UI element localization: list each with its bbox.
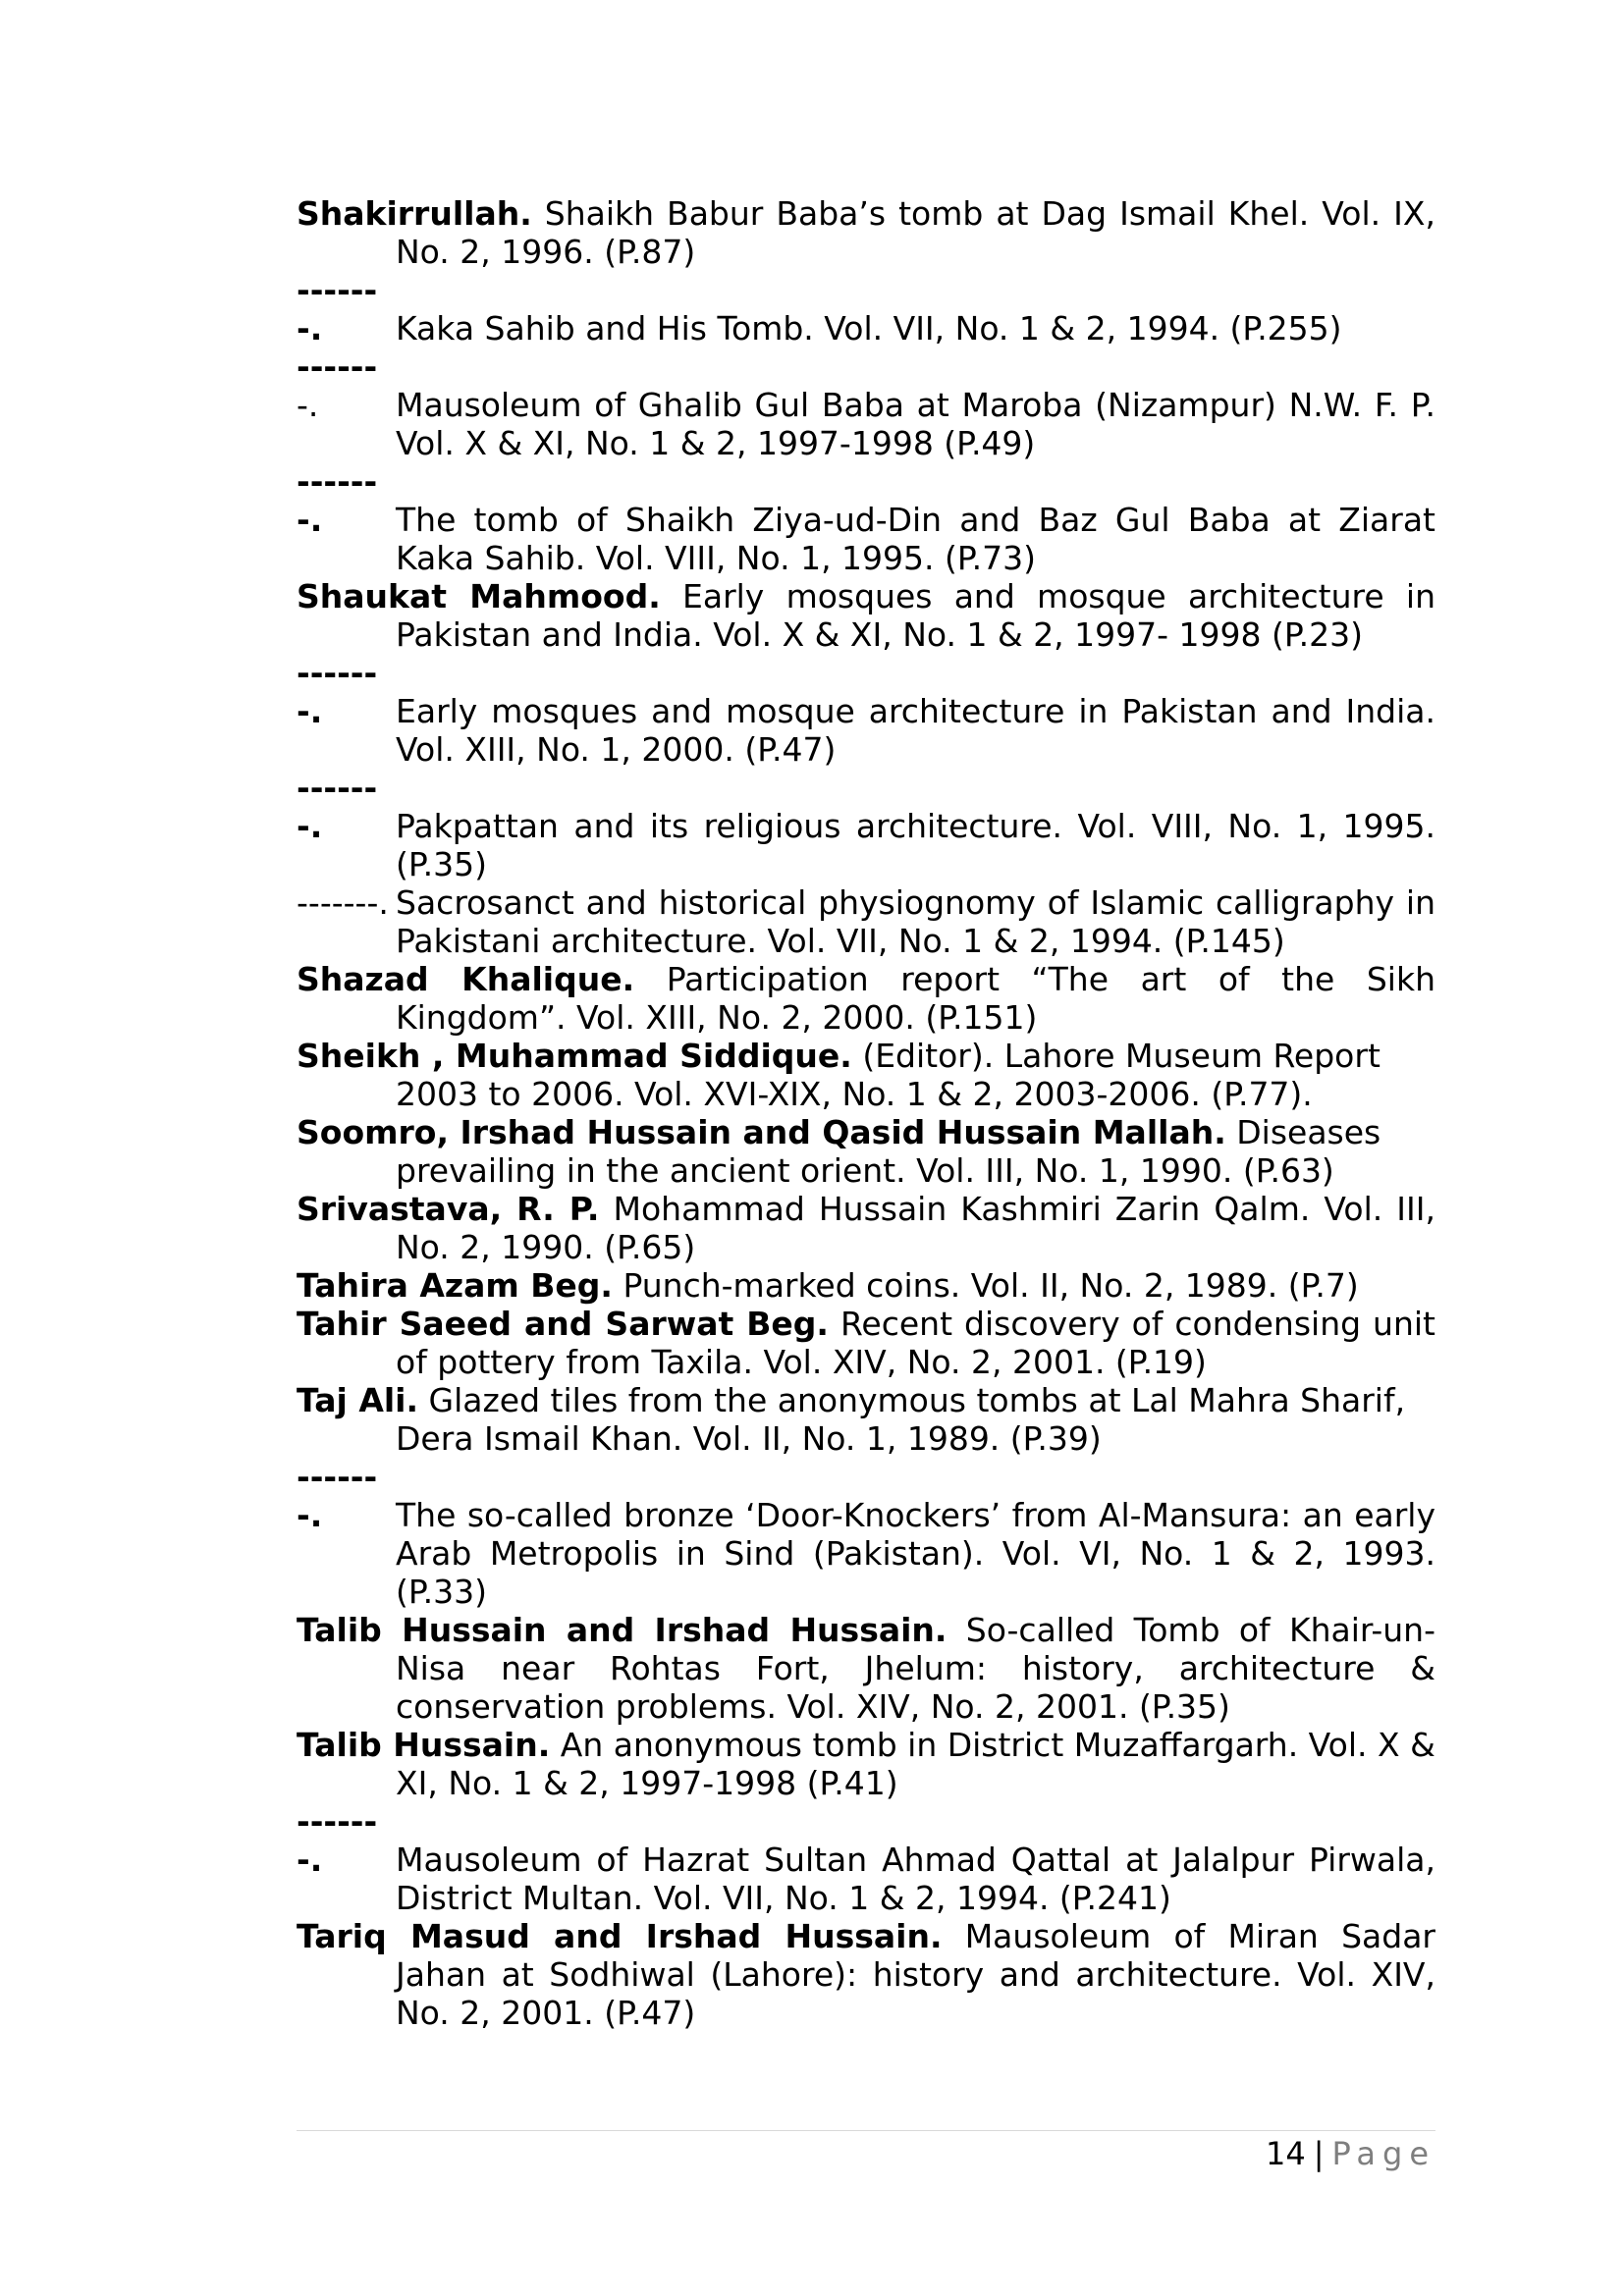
entry-sheikh-muhammad-siddique	[297, 1037, 1435, 1113]
entry-door-knockers	[297, 1458, 1435, 1611]
entry-text: Early mosques and mosque architecture in Pakistan and India. Vol. X & XI, No. 1 & 2, 1997- 1998 (P.23)	[396, 577, 1435, 654]
entry-dash: -------.	[297, 769, 378, 845]
entry-author: Tariq Masud and Irshad Hussain.	[297, 1917, 943, 1955]
entry-author: Tahir Saeed and Sarwat Beg.	[297, 1305, 829, 1343]
footer-divider	[297, 2130, 1435, 2131]
entry-text: Mausoleum of Ghalib Gul Baba at Maroba (Nizampur) N.W. F. P. Vol. X & XI, No. 1 & 2, 1997-1998 (P.49)	[396, 386, 1435, 462]
entry-text: Mausoleum of Hazrat Sultan Ahmad Qattal at Jalalpur Pirwala, District Multan. Vol. VII, No. 1 & 2, 1994. (P.241)	[396, 1841, 1435, 1917]
entry-dash: -------.	[297, 1802, 378, 1879]
entry-kaka-sahib	[297, 271, 1435, 347]
entry-author: Sheikh , Muhammad Siddique.	[297, 1037, 852, 1075]
entry-dash: -------.	[297, 462, 378, 539]
entry-tahira-azam-beg	[297, 1266, 1435, 1305]
entry-text: Early mosques and mosque architecture in Pakistan and India. Vol. XIII, No. 1, 2000. (P.47)	[396, 692, 1435, 769]
entry-text: Recent discovery of condensing unit of pottery from Taxila. Vol. XIV, No. 2, 2001. (P.19)	[396, 1305, 1435, 1381]
entry-author: Srivastava, R. P.	[297, 1190, 600, 1228]
entry-author: Talib Hussain.	[297, 1726, 551, 1764]
entry-text: Shaikh Babur Baba’s tomb at Dag Ismail Khel. Vol. IX, No. 2, 1996. (P.87)	[396, 194, 1435, 271]
entry-text: The so-called bronze ‘Door-Knockers’ from Al-Mansura: an early Arab Metropolis in Sind (Pakistan). Vol. VI, No. 1 & 2, 1993. (P.33)	[396, 1496, 1435, 1611]
entry-text: Sacrosanct and historical physiognomy of Islamic calligraphy in Pakistani architecture. Vol. VII, No. 1 & 2, 1994. (P.145)	[396, 883, 1435, 960]
entry-text: The tomb of Shaikh Ziya-ud-Din and Baz Gul Baba at Ziarat Kaka Sahib. Vol. VIII, No. 1, 1995. (P.73)	[396, 501, 1435, 577]
entry-early-mosques-2000	[297, 654, 1435, 769]
footer-separator: |	[1313, 2135, 1325, 2172]
entry-soomro-mallah	[297, 1113, 1435, 1190]
entry-shazad-khalique	[297, 960, 1435, 1037]
entry-dash	[297, 347, 396, 424]
entry-text: Mohammad Hussain Kashmiri Zarin Qalm. Vol. III, No. 2, 1990. (P.65)	[396, 1190, 1435, 1266]
entry-sultan-ahmad-qattal	[297, 1802, 1435, 1917]
entry-text: So-called Tomb of Khair-un-Nisa near Rohtas Fort, Jhelum: history, architecture & conservation problems. Vol. XIV, No. 2, 2001. (P.35)	[396, 1611, 1435, 1726]
entry-dash-bold: ------	[297, 347, 378, 386]
entry-text: An anonymous tomb in District Muzaffargarh. Vol. X & XI, No. 1 & 2, 1997-1998 (P.41)	[396, 1726, 1435, 1802]
entry-talib-hussain-muzaffargarh	[297, 1726, 1435, 1802]
entry-tahir-saeed-sarwat-beg	[297, 1305, 1435, 1381]
entry-ghalib-gul-baba	[297, 347, 1435, 462]
entry-talib-irshad-khair-un-nisa	[297, 1611, 1435, 1726]
entry-author: Tahira Azam Beg.	[297, 1266, 613, 1305]
entry-tariq-masud-miran-sadar-jahan	[297, 1917, 1435, 2032]
entry-dash: -------.	[297, 883, 389, 922]
entry-text: Punch-marked coins. Vol. II, No. 2, 1989. (P.7)	[612, 1266, 1359, 1305]
entry-text: Diseases prevailing in the ancient orient. Vol. III, No. 1, 1990. (P.63)	[396, 1113, 1381, 1190]
entry-shakirrullah-dag-ismail-khel	[297, 194, 1435, 271]
entry-author: Shazad Khalique.	[297, 960, 635, 998]
entry-author: Soomro, Irshad Hussain and Qasid Hussain Mallah.	[297, 1113, 1226, 1151]
entry-text: Kaka Sahib and His Tomb. Vol. VII, No. 1 & 2, 1994. (P.255)	[396, 309, 1342, 347]
entry-text: Pakpattan and its religious architecture. Vol. VIII, No. 1, 1995. (P.35)	[396, 807, 1435, 883]
entry-text: (Editor). Lahore Museum Report 2003 to 2006. Vol. XVI-XIX, No. 1 & 2, 2003-2006. (P.77).	[396, 1037, 1380, 1113]
entry-text: Mausoleum of Miran Sadar Jahan at Sodhiwal (Lahore): history and architecture. Vol. XIV, No. 2, 2001. (P.47)	[396, 1917, 1435, 2032]
entry-dash: -------.	[297, 654, 378, 730]
entry-sacrosanct-calligraphy	[297, 883, 1435, 960]
entry-srivastava	[297, 1190, 1435, 1266]
entry-shaukat-mahmood-early-mosques	[297, 577, 1435, 654]
entry-author: Talib Hussain and Irshad Hussain.	[297, 1611, 947, 1649]
page-label: Page	[1331, 2135, 1435, 2172]
page-footer	[1266, 2134, 1435, 2173]
page-number: 14	[1266, 2135, 1306, 2172]
entry-taj-ali-glazed-tiles	[297, 1381, 1435, 1458]
bibliography-list	[297, 194, 1435, 2032]
entry-dash: -------.	[297, 271, 378, 347]
entry-text: Glazed tiles from the anonymous tombs at Lal Mahra Sharif, Dera Ismail Khan. Vol. II, No. 1, 1989. (P.39)	[396, 1381, 1406, 1458]
entry-author: Shaukat Mahmood.	[297, 577, 661, 615]
entry-text: Participation report “The art of the Sikh Kingdom”. Vol. XIII, No. 2, 2000. (P.151)	[396, 960, 1436, 1037]
entry-author: Taj Ali.	[297, 1381, 419, 1419]
entry-author: Shakirrullah.	[297, 194, 532, 233]
entry-dash-tail: -.	[297, 386, 319, 424]
entry-pakpattan	[297, 769, 1435, 883]
entry-dash: -------.	[297, 1458, 378, 1534]
entry-ziya-ud-din	[297, 462, 1435, 577]
